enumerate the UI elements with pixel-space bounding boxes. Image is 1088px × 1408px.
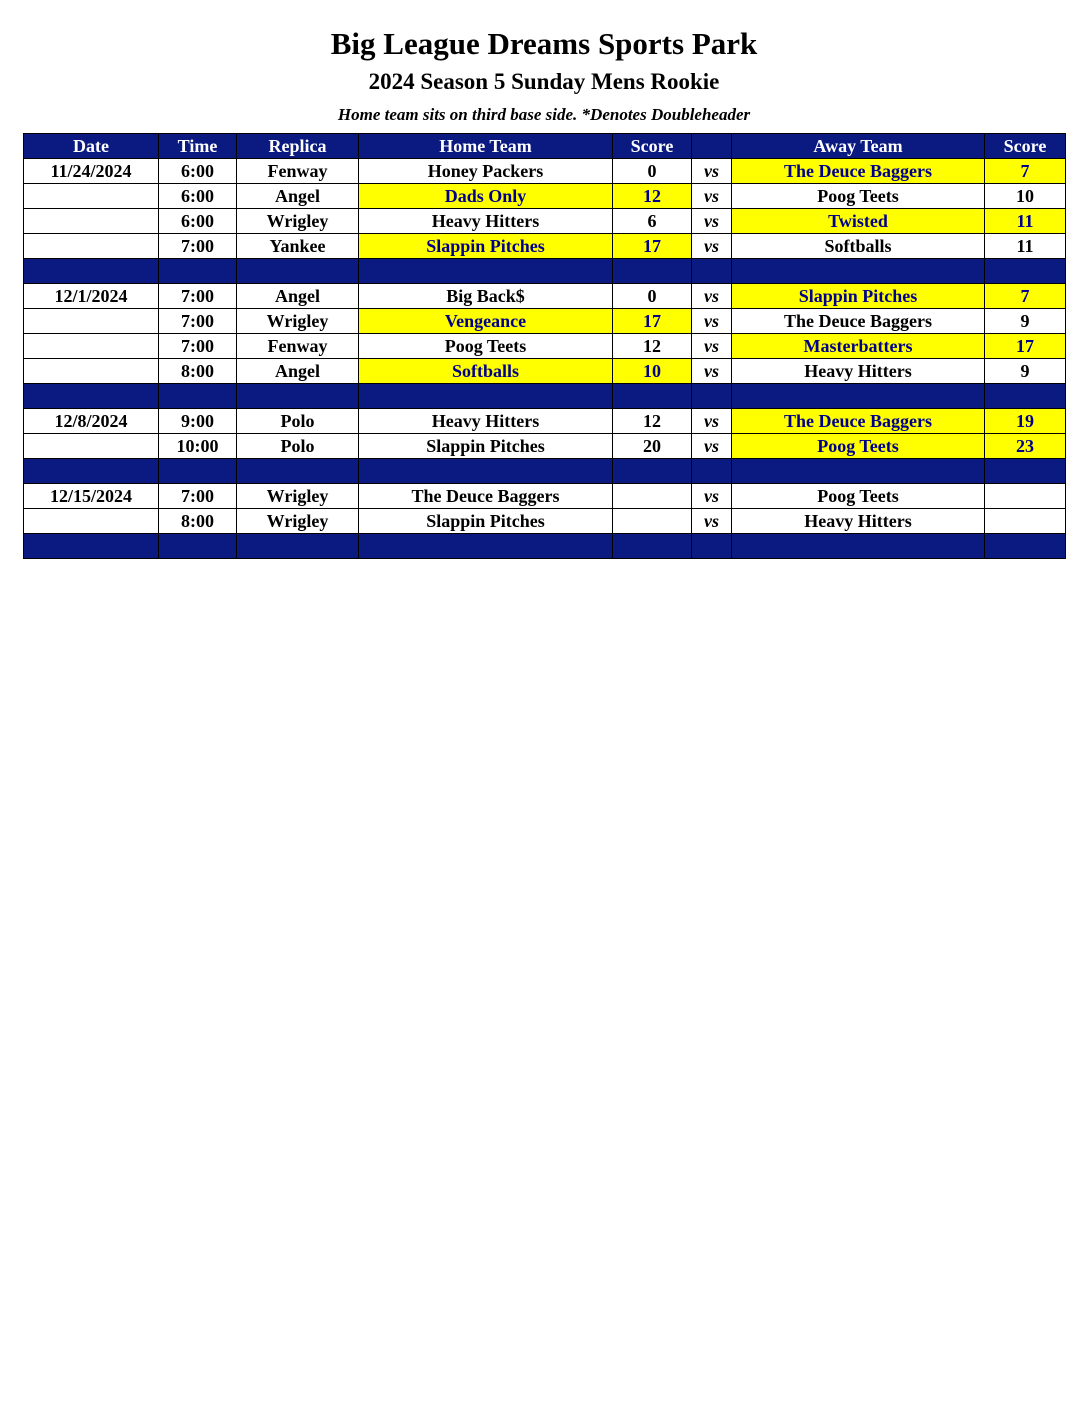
home-team-cell: The Deuce Baggers (359, 484, 613, 509)
table-row (24, 159, 1066, 184)
away-team-cell: Heavy Hitters (732, 509, 985, 534)
page-title: Big League Dreams Sports Park (330, 26, 758, 61)
replica-cell: Yankee (237, 234, 359, 259)
away-team-cell: The Deuce Baggers (732, 159, 985, 184)
away-team-cell: Heavy Hitters (732, 359, 985, 384)
away-score-cell: 11 (985, 209, 1066, 234)
table-row (24, 409, 1066, 434)
table-header-row (24, 134, 1066, 159)
separator-cell (692, 384, 732, 409)
separator-cell (24, 259, 159, 284)
time-cell: 6:00 (159, 159, 237, 184)
home-team-cell: Honey Packers (359, 159, 613, 184)
column-header-away-score: Score (985, 134, 1066, 159)
time-cell: 6:00 (159, 209, 237, 234)
away-score-cell: 23 (985, 434, 1066, 459)
time-cell: 7:00 (159, 334, 237, 359)
date-cell: 11/24/2024 (24, 159, 159, 184)
vs-cell: vs (692, 284, 732, 309)
separator-cell (237, 534, 359, 559)
column-header-vs (692, 134, 732, 159)
home-score-cell: 17 (613, 309, 692, 334)
home-team-cell: Softballs (359, 359, 613, 384)
separator-cell (692, 259, 732, 284)
separator-cell (237, 259, 359, 284)
home-team-cell: Dads Only (359, 184, 613, 209)
date-cell (24, 509, 159, 534)
time-cell: 10:00 (159, 434, 237, 459)
away-team-cell: Softballs (732, 234, 985, 259)
home-team-cell: Heavy Hitters (359, 409, 613, 434)
replica-cell: Wrigley (237, 484, 359, 509)
table-row (24, 434, 1066, 459)
away-team-cell: The Deuce Baggers (732, 409, 985, 434)
home-score-cell: 0 (613, 159, 692, 184)
separator-cell (359, 384, 613, 409)
column-header-away-team: Away Team (732, 134, 985, 159)
away-score-cell: 7 (985, 159, 1066, 184)
separator-cell (732, 459, 985, 484)
away-team-cell: Masterbatters (732, 334, 985, 359)
table-row (24, 209, 1066, 234)
home-score-cell (613, 509, 692, 534)
home-score-cell: 12 (613, 334, 692, 359)
vs-cell: vs (692, 509, 732, 534)
replica-cell: Polo (237, 434, 359, 459)
separator-cell (613, 534, 692, 559)
away-team-cell: Slappin Pitches (732, 284, 985, 309)
separator-cell (732, 259, 985, 284)
date-cell (24, 359, 159, 384)
away-score-cell: 11 (985, 234, 1066, 259)
time-cell: 7:00 (159, 234, 237, 259)
table-row (24, 509, 1066, 534)
home-team-cell: Vengeance (359, 309, 613, 334)
vs-cell: vs (692, 209, 732, 234)
vs-cell: vs (692, 309, 732, 334)
away-score-cell (985, 509, 1066, 534)
vs-cell: vs (692, 184, 732, 209)
replica-cell: Polo (237, 409, 359, 434)
away-score-cell (985, 484, 1066, 509)
column-header-home-score: Score (613, 134, 692, 159)
date-cell: 12/15/2024 (24, 484, 159, 509)
replica-cell: Fenway (237, 334, 359, 359)
date-cell (24, 209, 159, 234)
separator-cell (24, 384, 159, 409)
away-team-cell: Twisted (732, 209, 985, 234)
away-score-cell: 19 (985, 409, 1066, 434)
separator-cell (359, 259, 613, 284)
home-score-cell: 17 (613, 234, 692, 259)
away-team-cell: The Deuce Baggers (732, 309, 985, 334)
replica-cell: Angel (237, 184, 359, 209)
time-cell: 7:00 (159, 484, 237, 509)
separator-cell (159, 259, 237, 284)
vs-cell: vs (692, 159, 732, 184)
date-cell: 12/8/2024 (24, 409, 159, 434)
separator-row (24, 534, 1066, 559)
away-score-cell: 7 (985, 284, 1066, 309)
table-row (24, 484, 1066, 509)
away-score-cell: 9 (985, 309, 1066, 334)
time-cell: 8:00 (159, 359, 237, 384)
separator-cell (237, 384, 359, 409)
separator-cell (159, 459, 237, 484)
date-cell: 12/1/2024 (24, 284, 159, 309)
away-team-cell: Poog Teets (732, 484, 985, 509)
vs-cell: vs (692, 409, 732, 434)
page-subtitle: 2024 Season 5 Sunday Mens Rookie (368, 69, 720, 94)
date-cell (24, 184, 159, 209)
home-team-cell: Poog Teets (359, 334, 613, 359)
table-row (24, 184, 1066, 209)
replica-cell: Wrigley (237, 209, 359, 234)
time-cell: 8:00 (159, 509, 237, 534)
separator-cell (985, 384, 1066, 409)
time-cell: 6:00 (159, 184, 237, 209)
home-team-cell: Heavy Hitters (359, 209, 613, 234)
table-row (24, 334, 1066, 359)
separator-cell (613, 259, 692, 284)
date-cell (24, 309, 159, 334)
away-score-cell: 9 (985, 359, 1066, 384)
separator-cell (24, 534, 159, 559)
separator-cell (159, 534, 237, 559)
home-score-cell: 20 (613, 434, 692, 459)
vs-cell: vs (692, 359, 732, 384)
vs-cell: vs (692, 484, 732, 509)
away-team-cell: Poog Teets (732, 434, 985, 459)
table-row (24, 234, 1066, 259)
schedule-note: Home team sits on third base side. *Denotes Doubleheader (337, 105, 751, 124)
table-row (24, 309, 1066, 334)
home-team-cell: Slappin Pitches (359, 434, 613, 459)
schedule-table (23, 133, 1066, 559)
replica-cell: Angel (237, 284, 359, 309)
date-cell (24, 334, 159, 359)
time-cell: 7:00 (159, 309, 237, 334)
separator-cell (985, 459, 1066, 484)
date-cell (24, 234, 159, 259)
replica-cell: Angel (237, 359, 359, 384)
separator-cell (985, 259, 1066, 284)
home-team-cell: Slappin Pitches (359, 234, 613, 259)
vs-cell: vs (692, 234, 732, 259)
column-header-replica: Replica (237, 134, 359, 159)
time-cell: 7:00 (159, 284, 237, 309)
home-team-cell: Big Back$ (359, 284, 613, 309)
separator-cell (732, 384, 985, 409)
table-row (24, 284, 1066, 309)
home-score-cell: 12 (613, 409, 692, 434)
time-cell: 9:00 (159, 409, 237, 434)
vs-cell: vs (692, 334, 732, 359)
home-score-cell: 6 (613, 209, 692, 234)
replica-cell: Fenway (237, 159, 359, 184)
replica-cell: Wrigley (237, 309, 359, 334)
separator-cell (732, 534, 985, 559)
away-score-cell: 17 (985, 334, 1066, 359)
separator-cell (24, 459, 159, 484)
separator-cell (692, 534, 732, 559)
column-header-home-team: Home Team (359, 134, 613, 159)
table-row (24, 359, 1066, 384)
schedule-body (24, 159, 1066, 559)
separator-cell (359, 534, 613, 559)
away-team-cell: Poog Teets (732, 184, 985, 209)
separator-cell (613, 384, 692, 409)
home-score-cell: 0 (613, 284, 692, 309)
separator-cell (237, 459, 359, 484)
separator-row (24, 384, 1066, 409)
home-score-cell (613, 484, 692, 509)
home-team-cell: Slappin Pitches (359, 509, 613, 534)
home-score-cell: 10 (613, 359, 692, 384)
separator-cell (985, 534, 1066, 559)
home-score-cell: 12 (613, 184, 692, 209)
separator-cell (159, 384, 237, 409)
column-header-time: Time (159, 134, 237, 159)
away-score-cell: 10 (985, 184, 1066, 209)
replica-cell: Wrigley (237, 509, 359, 534)
separator-cell (692, 459, 732, 484)
date-cell (24, 434, 159, 459)
vs-cell: vs (692, 434, 732, 459)
separator-cell (359, 459, 613, 484)
separator-row (24, 459, 1066, 484)
separator-cell (613, 459, 692, 484)
column-header-date: Date (24, 134, 159, 159)
separator-row (24, 259, 1066, 284)
